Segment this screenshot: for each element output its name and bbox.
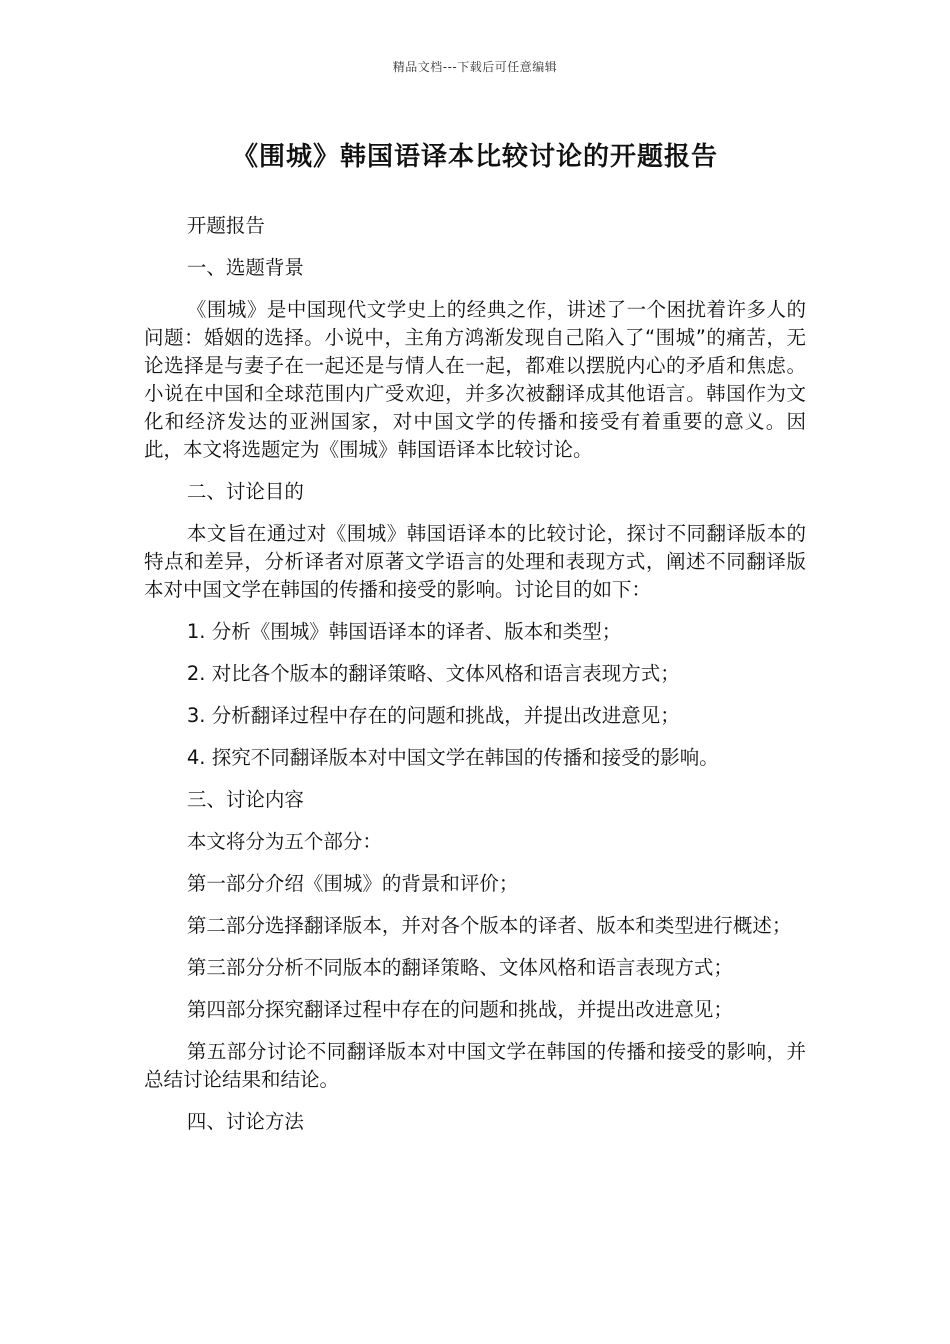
section-heading-purpose: 二、讨论目的 xyxy=(186,480,304,503)
content-part-item: 第五部分讨论不同翻译版本对中国文学在韩国的传播和接受的影响，并总结讨论结果和结论。 xyxy=(144,1040,806,1091)
list-item: 4. 探究不同翻译版本对中国文学在韩国的传播和接受的影响。 xyxy=(186,746,719,769)
paragraph-background: 《围城》是中国现代文学史上的经典之作，讲述了一个困扰着许多人的问题：婚姻的选择。小说中，主角方鸿渐发现自己陷入了“围城”的痛苦，无论选择是与妻子在一起还是与情人在一起，都难以摆脱内心的矛盾和焦虑。小说在中国和全球范围内广受欢迎，并多次被翻译成其他语言。韩国作为文化和经济发达的亚洲国家，对中国文学的传播和接受有着重要的意义。因此，本文将选题定为《围城》韩国语译本比较讨论。 xyxy=(144,298,806,461)
section-label: 开题报告 xyxy=(186,214,265,237)
content-part-item: 第二部分选择翻译版本，并对各个版本的译者、版本和类型进行概述； xyxy=(186,914,792,937)
page-header: 精品文档---下载后可任意编辑 xyxy=(392,60,558,74)
list-item: 1. 分析《围城》韩国语译本的译者、版本和类型； xyxy=(186,620,622,643)
list-item: 2. 对比各个版本的翻译策略、文体风格和语言表现方式； xyxy=(186,662,680,685)
list-item: 3. 分析翻译过程中存在的问题和挑战，并提出改进意见； xyxy=(186,704,680,727)
content-part-item: 第四部分探究翻译过程中存在的问题和挑战，并提出改进意见； xyxy=(186,998,733,1021)
content-part-item: 第一部分介绍《围城》的背景和评价； xyxy=(186,872,519,895)
document-body xyxy=(144,212,806,1150)
paragraph-purpose: 本文旨在通过对《围城》韩国语译本的比较讨论，探讨不同翻译版本的特点和差异，分析译者对原著文学语言的处理和表现方式，阐述不同翻译版本对中国文学在韩国的传播和接受的影响。讨论目的如下： xyxy=(144,522,806,601)
content-part-item: 第三部分分析不同版本的翻译策略、文体风格和语言表现方式； xyxy=(186,956,733,979)
section-heading-method: 四、讨论方法 xyxy=(186,1110,304,1133)
section-heading-background: 一、选题背景 xyxy=(186,256,304,279)
document-title: 《围城》韩国语译本比较讨论的开题报告 xyxy=(231,142,718,172)
paragraph-content-intro: 本文将分为五个部分： xyxy=(186,830,382,853)
section-heading-content: 三、讨论内容 xyxy=(186,788,304,811)
